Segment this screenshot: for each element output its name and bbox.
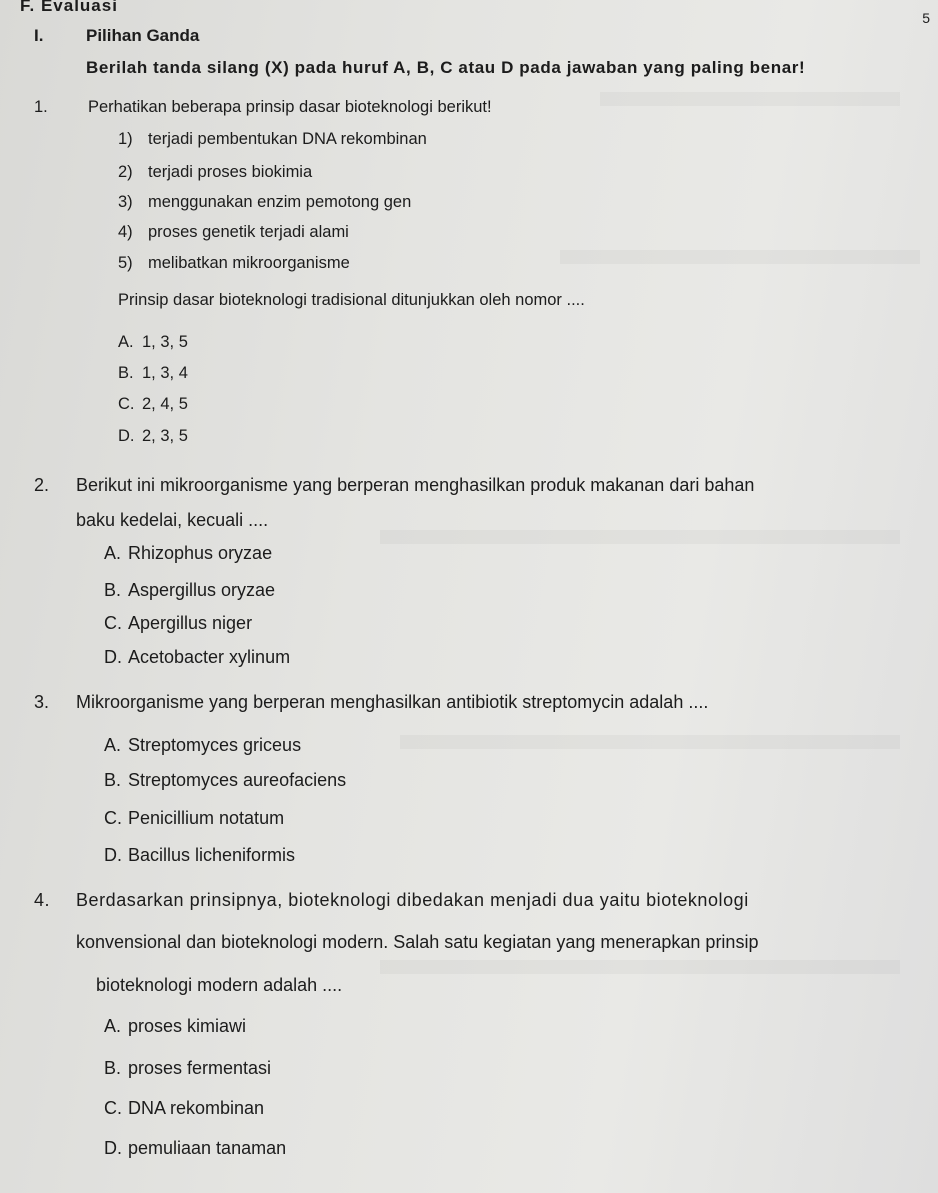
statement-item bbox=[118, 223, 349, 242]
statement-item bbox=[118, 130, 427, 149]
option-text: Acetobacter xylinum bbox=[128, 647, 291, 667]
option-text: Apergillus niger bbox=[128, 613, 253, 633]
answer-option[interactable] bbox=[118, 333, 188, 352]
answer-option[interactable] bbox=[104, 1058, 271, 1079]
question-number: 3. bbox=[34, 692, 50, 712]
question-text: Perhatikan beberapa prinsip dasar bioteknologi berikut! bbox=[88, 98, 492, 116]
option-text: 2, 3, 5 bbox=[142, 427, 188, 445]
statement-number: 5) bbox=[118, 254, 133, 272]
question-prompt: Prinsip dasar bioteknologi tradisional ditunjukkan oleh nomor .... bbox=[118, 291, 585, 309]
answer-option[interactable] bbox=[118, 395, 188, 414]
statement-number: 1) bbox=[118, 130, 133, 148]
answer-option[interactable] bbox=[104, 580, 275, 601]
option-letter: C. bbox=[118, 395, 135, 413]
question-text-continued: baku kedelai, kecuali .... bbox=[76, 510, 269, 530]
question-text: Mikroorganisme yang berperan menghasilkan antibiotik streptomycin adalah .... bbox=[76, 692, 709, 712]
option-letter: A. bbox=[104, 735, 122, 755]
option-text: Bacillus licheniformis bbox=[128, 845, 296, 865]
answer-option[interactable] bbox=[104, 735, 301, 756]
option-letter: C. bbox=[104, 1098, 122, 1118]
bleed-through-mark bbox=[400, 735, 900, 749]
question-text-continued: konvensional dan bioteknologi modern. Salah satu kegiatan yang menerapkan prinsip bbox=[76, 932, 759, 952]
answer-option[interactable] bbox=[104, 1098, 264, 1119]
answer-option[interactable] bbox=[104, 543, 272, 564]
option-text: 1, 3, 5 bbox=[142, 333, 188, 351]
statement-number: 3) bbox=[118, 193, 133, 211]
question-text-continued: bioteknologi modern adalah .... bbox=[96, 975, 343, 995]
answer-option[interactable] bbox=[104, 770, 346, 791]
question-1 bbox=[34, 98, 492, 117]
bleed-through-mark bbox=[600, 92, 900, 106]
option-letter: B. bbox=[104, 580, 122, 600]
answer-option[interactable] bbox=[104, 613, 252, 634]
option-letter: A. bbox=[118, 333, 134, 351]
bleed-through-mark bbox=[380, 530, 900, 544]
answer-option[interactable] bbox=[104, 1016, 246, 1037]
statement-item bbox=[118, 163, 312, 182]
answer-option[interactable] bbox=[104, 845, 295, 866]
option-letter: C. bbox=[104, 808, 122, 828]
option-letter: B. bbox=[104, 1058, 122, 1078]
option-text: proses fermentasi bbox=[128, 1058, 272, 1078]
option-text: Streptomyces aureofaciens bbox=[128, 770, 347, 790]
section-roman: I. bbox=[34, 26, 44, 45]
option-letter: A. bbox=[104, 1016, 122, 1036]
instruction-text: Berilah tanda silang (X) pada huruf A, B, C atau D pada jawaban yang paling benar! bbox=[86, 58, 806, 77]
question-4 bbox=[34, 890, 749, 911]
question-text: Berdasarkan prinsipnya, bioteknologi dibedakan menjadi dua yaitu bioteknologi bbox=[76, 890, 749, 910]
option-text: pemuliaan tanaman bbox=[128, 1138, 287, 1158]
option-letter: B. bbox=[104, 770, 122, 790]
question-2 bbox=[34, 475, 754, 496]
option-letter: D. bbox=[104, 845, 122, 865]
page-number: 5 bbox=[922, 10, 930, 26]
option-letter: D. bbox=[118, 427, 135, 445]
question-text: Berikut ini mikroorganisme yang berperan menghasilkan produk makanan dari bahan bbox=[76, 475, 755, 495]
question-number: 1. bbox=[34, 98, 48, 116]
statement-item bbox=[118, 254, 350, 273]
option-text: Aspergillus oryzae bbox=[128, 580, 276, 600]
option-text: 1, 3, 4 bbox=[142, 364, 188, 382]
option-text: Streptomyces griceus bbox=[128, 735, 302, 755]
option-letter: B. bbox=[118, 364, 134, 382]
option-letter: D. bbox=[104, 647, 122, 667]
option-letter: C. bbox=[104, 613, 122, 633]
option-letter: A. bbox=[104, 543, 122, 563]
statement-text: menggunakan enzim pemotong gen bbox=[148, 193, 412, 211]
section-fragment-heading: F. Evaluasi bbox=[20, 0, 118, 15]
answer-option[interactable] bbox=[104, 1138, 286, 1159]
bleed-through-mark bbox=[380, 960, 900, 974]
option-text: Rhizophus oryzae bbox=[128, 543, 273, 563]
answer-option[interactable] bbox=[104, 647, 290, 668]
option-text: DNA rekombinan bbox=[128, 1098, 265, 1118]
statement-item bbox=[118, 193, 411, 212]
statement-text: terjadi proses biokimia bbox=[148, 163, 313, 181]
statement-number: 2) bbox=[118, 163, 133, 181]
section-heading bbox=[34, 26, 199, 46]
statement-text: terjadi pembentukan DNA rekombinan bbox=[148, 130, 427, 148]
answer-option[interactable] bbox=[104, 808, 284, 829]
answer-option[interactable] bbox=[118, 427, 188, 446]
section-title: Pilihan Ganda bbox=[86, 26, 200, 45]
statement-number: 4) bbox=[118, 223, 133, 241]
question-3 bbox=[34, 692, 708, 713]
option-text: Penicillium notatum bbox=[128, 808, 285, 828]
option-text: 2, 4, 5 bbox=[142, 395, 188, 413]
question-number: 2. bbox=[34, 475, 50, 495]
answer-option[interactable] bbox=[118, 364, 188, 383]
option-text: proses kimiawi bbox=[128, 1016, 247, 1036]
statement-text: proses genetik terjadi alami bbox=[148, 223, 349, 241]
bleed-through-mark bbox=[560, 250, 920, 264]
statement-text: melibatkan mikroorganisme bbox=[148, 254, 350, 272]
option-letter: D. bbox=[104, 1138, 122, 1158]
question-number: 4. bbox=[34, 890, 51, 910]
